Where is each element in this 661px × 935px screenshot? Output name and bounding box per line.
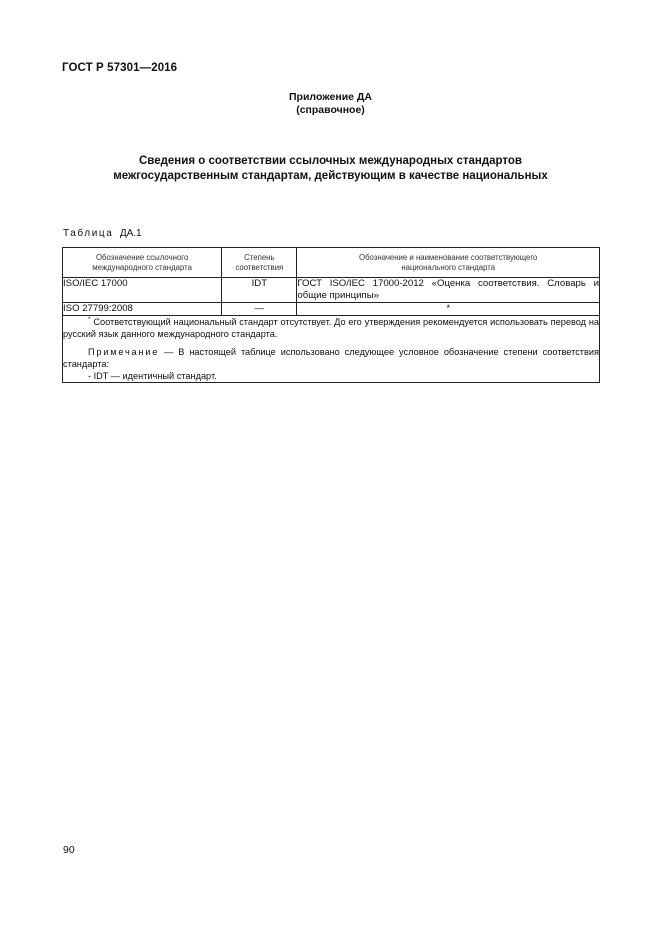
cell-national-standard: ГОСТ ISO/IEC 17000-2012 «Оценка соответствия. Словарь и общие принципы» <box>297 278 599 301</box>
section-heading-line-1: Сведения о соответствии ссылочных международных стандартов <box>138 155 522 167</box>
footnote-text: Соответствующий национальный стандарт отсутствует. До его утверждения рекомендуется использовать перевод на русский язык данного международного стандарта. <box>63 317 600 339</box>
column-header-line: Степень <box>244 252 275 262</box>
column-header-line: международного стандарта <box>92 262 192 272</box>
table-caption-label: Таблица <box>63 228 114 239</box>
column-header-line: национального стандарта <box>401 262 496 272</box>
note-label: Примечание <box>88 347 160 357</box>
table-footnotes <box>63 316 600 383</box>
appendix-title-block <box>0 91 661 117</box>
cell-degree: — <box>222 303 297 316</box>
table-row <box>63 303 600 316</box>
page-number: 90 <box>63 844 75 856</box>
document-code: ГОСТ Р 57301—2016 <box>62 62 178 74</box>
cell-national-standard: * <box>297 303 600 316</box>
table-footer-row <box>63 316 600 383</box>
column-header-national <box>297 248 600 278</box>
footnote-mark: * <box>88 316 91 323</box>
section-heading-line-2: межгосударственным стандартам, действующим в качестве национальных <box>113 170 548 182</box>
table-caption-number: ДА.1 <box>119 228 142 239</box>
standards-correspondence-table <box>62 247 600 383</box>
column-header-international <box>63 248 222 278</box>
table-note <box>63 346 599 370</box>
table-caption <box>63 228 142 239</box>
section-heading <box>62 154 599 184</box>
column-header-line: соответствия <box>235 262 284 272</box>
column-header-line: Обозначение и наименование соответствующего <box>359 252 538 262</box>
footnote <box>63 316 599 340</box>
column-header-degree <box>222 248 297 278</box>
table-header-row <box>63 248 600 278</box>
column-header-line: Обозначение ссылочного <box>95 252 189 262</box>
cell-international-standard: ISO 27799:2008 <box>63 303 222 316</box>
note-list-item: - IDT — идентичный стандарт. <box>88 371 217 381</box>
table-row <box>63 278 600 303</box>
cell-degree: IDT <box>222 278 297 303</box>
appendix-subtitle: (справочное) <box>296 104 365 116</box>
note-text: — В настоящей таблице использовано следующее условное обозначение степени соответствия стандарта: <box>63 347 599 369</box>
cell-international-standard: ISO/IEC 17000 <box>63 278 222 303</box>
appendix-title: Приложение ДА <box>289 91 372 103</box>
